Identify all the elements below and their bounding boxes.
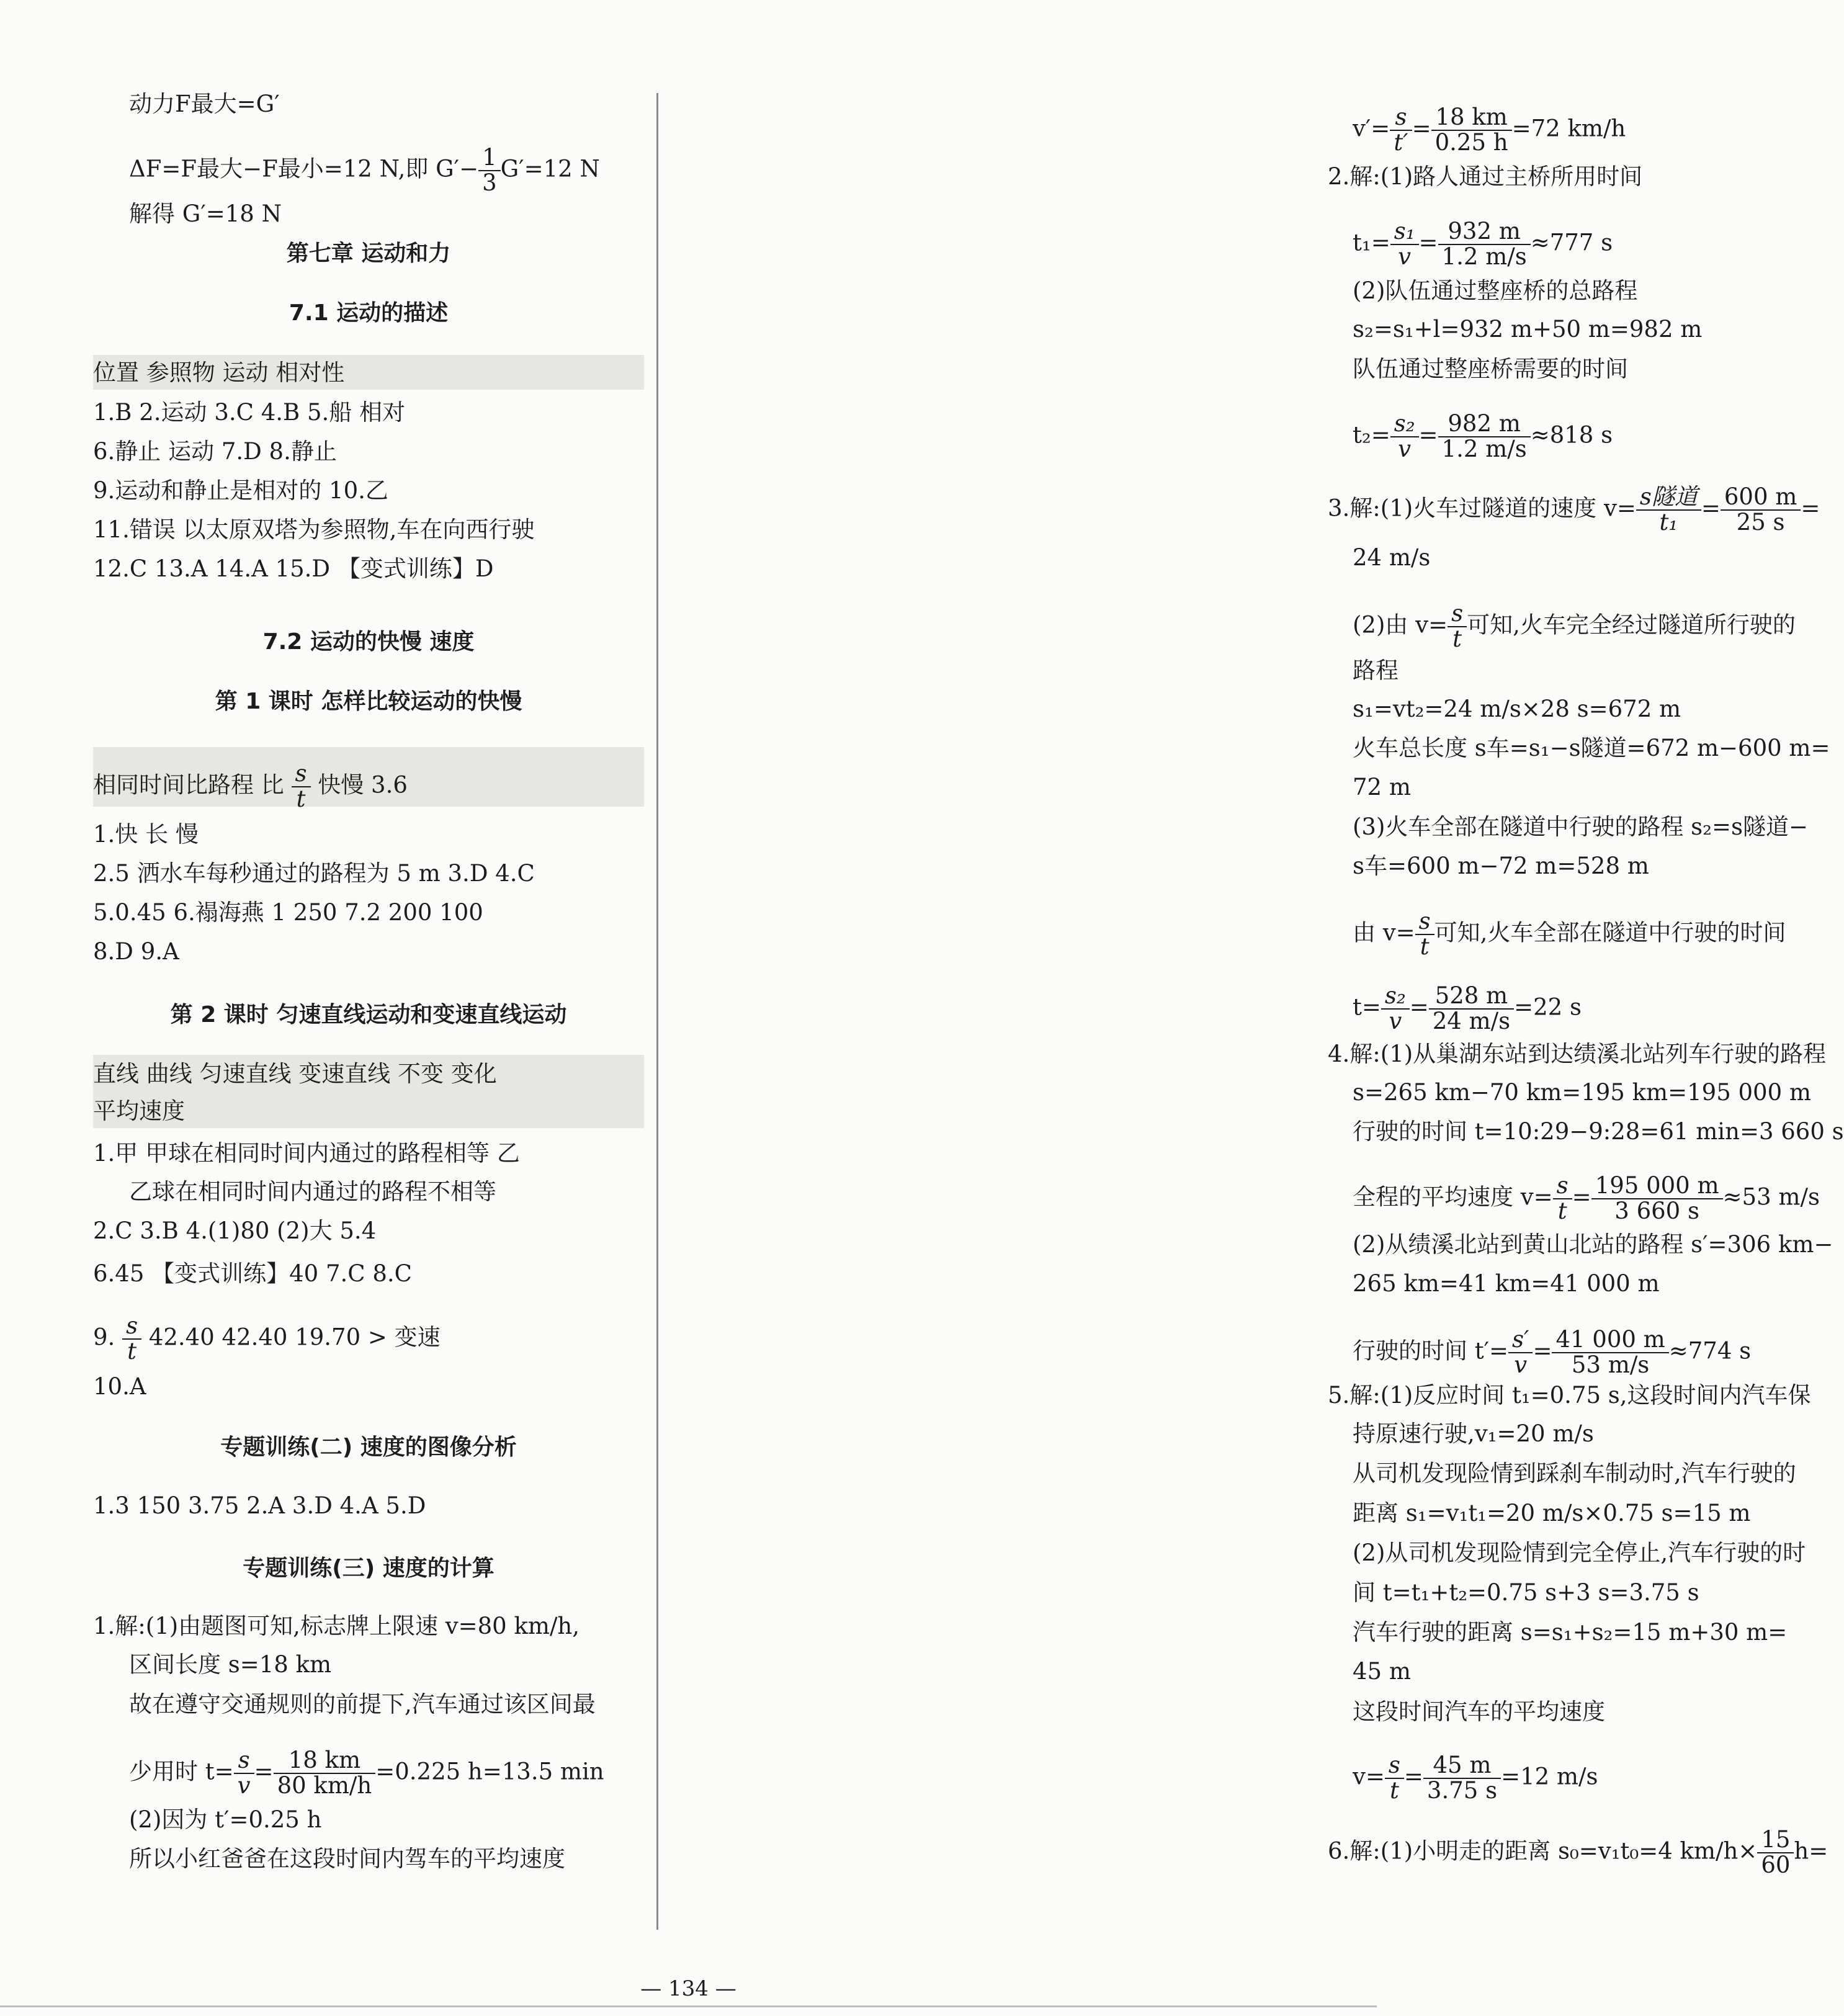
fraction xyxy=(234,1749,254,1798)
formula-line xyxy=(1353,1754,1598,1803)
answer-line: s车=600 m−72 m=528 m xyxy=(1353,853,1649,879)
preview-answers: 位置 参照物 运动 相对性 xyxy=(93,359,345,386)
fraction xyxy=(1438,412,1531,462)
section-title: 7.1 运动的描述 xyxy=(289,300,449,326)
text-line xyxy=(129,146,600,195)
answer-line: 6.静止 运动 7.D 8.静止 xyxy=(93,438,337,465)
answer-line: 乙球在相同时间内通过的路程不相等 xyxy=(129,1178,496,1205)
text-span: ≈777 s xyxy=(1530,229,1613,256)
fraction xyxy=(1553,1174,1572,1224)
fraction xyxy=(1415,910,1434,959)
section-title: 7.2 运动的快慢 速度 xyxy=(262,629,475,655)
fraction xyxy=(1423,1754,1501,1803)
fraction-denominator: 1.2 m/s xyxy=(1441,435,1527,462)
fraction-numerator: 41 000 m xyxy=(1552,1328,1668,1353)
answer-line: 8.D 9.A xyxy=(93,938,179,965)
fraction-denominator: t xyxy=(1420,933,1430,960)
formula-line xyxy=(1353,220,1613,269)
fraction-denominator: 0.25 h xyxy=(1434,128,1508,156)
text-span: = xyxy=(1572,1183,1591,1211)
text-span: 全程的平均速度 v= xyxy=(1353,1183,1553,1211)
answer-line: 72 m xyxy=(1353,774,1411,800)
answer-line: 1.甲 甲球在相同时间内通过的路程相等 乙 xyxy=(93,1140,520,1167)
answer-line xyxy=(93,1314,441,1364)
formula-line xyxy=(1353,984,1582,1034)
answer-line: 距离 s₁=v₁t₁=20 m/s×0.75 s=15 m xyxy=(1353,1500,1751,1526)
text-span: = xyxy=(1701,495,1721,522)
text-span: =22 s xyxy=(1514,993,1582,1021)
answer-line: 故在遵守交通规则的前提下,汽车通过该区间最 xyxy=(129,1691,596,1718)
fraction xyxy=(1390,105,1412,155)
text-span: = xyxy=(1533,1337,1552,1364)
text-span: v′= xyxy=(1353,115,1390,142)
fraction xyxy=(122,1314,141,1364)
fraction-denominator: t xyxy=(127,1337,137,1364)
fraction xyxy=(1381,984,1410,1034)
answer-line: 这段时间汽车的平均速度 xyxy=(1353,1698,1605,1725)
fraction-denominator: v xyxy=(1514,1351,1528,1378)
text-span: =12 m/s xyxy=(1501,1763,1598,1790)
text-span: t= xyxy=(1353,993,1381,1021)
fraction xyxy=(1438,220,1531,269)
fraction-denominator: 60 xyxy=(1761,1851,1791,1878)
text-span: 相同时间比路程 比 xyxy=(93,771,284,799)
answer-line: 间 t=t₁+t₂=0.75 s+3 s=3.75 s xyxy=(1353,1579,1699,1606)
preview-answers: 直线 曲线 匀速直线 变速直线 不变 变化 xyxy=(93,1060,497,1087)
text-span: =0.225 h=13.5 min xyxy=(375,1758,604,1785)
formula-line xyxy=(1353,1328,1751,1378)
answer-line: 所以小红爸爸在这段时间内驾车的平均速度 xyxy=(129,1845,565,1872)
text-span: = xyxy=(1412,115,1431,142)
fraction-denominator: v xyxy=(1398,435,1412,462)
fraction-numerator: 1 xyxy=(478,146,501,171)
text-span: 3.解:(1)火车过隧道的速度 v= xyxy=(1328,495,1636,522)
fraction-numerator: s xyxy=(1385,1754,1404,1779)
answer-line: 2.C 3.B 4.(1)80 (2)大 5.4 xyxy=(93,1217,377,1244)
fraction-denominator: t xyxy=(296,785,306,812)
fraction-denominator: 3 660 s xyxy=(1614,1197,1699,1224)
fraction-numerator: 932 m xyxy=(1438,220,1531,245)
page-bottom-edge xyxy=(0,2005,1377,2007)
formula-line xyxy=(1328,485,1820,535)
fraction-denominator: t xyxy=(1389,1776,1399,1804)
text-span: 可知,火车完全经过隧道所行驶的 xyxy=(1467,611,1796,638)
formula-line xyxy=(1353,910,1786,959)
answer-line xyxy=(129,1749,604,1798)
fraction xyxy=(1390,220,1419,269)
fraction-numerator: s′ xyxy=(1508,1328,1533,1353)
text-span: t₂= xyxy=(1353,421,1390,449)
fraction-numerator: s xyxy=(1390,105,1412,131)
fraction-denominator: 53 m/s xyxy=(1571,1351,1650,1378)
fraction-numerator: s xyxy=(234,1749,254,1774)
text-span: G′=12 N xyxy=(500,155,600,182)
fraction xyxy=(1721,485,1801,535)
answer-line: 队伍通过整座桥需要的时间 xyxy=(1353,356,1628,382)
answer-line: 汽车行驶的距离 s=s₁+s₂=15 m+30 m= xyxy=(1353,1619,1788,1646)
answer-line: 9.运动和静止是相对的 10.乙 xyxy=(93,477,388,504)
answer-line: 5.解:(1)反应时间 t₁=0.75 s,这段时间内汽车保 xyxy=(1328,1382,1811,1409)
fraction-numerator: s隧道 xyxy=(1636,485,1701,511)
formula-line xyxy=(1353,1174,1820,1224)
fraction-numerator: 15 xyxy=(1757,1828,1794,1853)
answer-line: 1.B 2.运动 3.C 4.B 5.船 相对 xyxy=(93,399,406,426)
fraction-denominator: 80 km/h xyxy=(277,1772,372,1799)
fraction-denominator: t₁ xyxy=(1659,508,1678,535)
answer-line: (2)从绩溪北站到黄山北站的路程 s′=306 km− xyxy=(1353,1231,1833,1258)
text-span: 由 v= xyxy=(1353,919,1415,946)
answer-line: 24 m/s xyxy=(1353,544,1431,571)
text-span: 6.解:(1)小明走的距离 s₀=v₁t₀=4 km/h× xyxy=(1328,1837,1758,1865)
fraction xyxy=(1429,984,1514,1034)
answer-line: 区间长度 s=18 km xyxy=(129,1651,332,1678)
text-span: 9. xyxy=(93,1324,115,1351)
fraction-numerator: s xyxy=(1553,1174,1572,1199)
fraction-denominator: 1.2 m/s xyxy=(1441,243,1527,270)
text-span: ≈818 s xyxy=(1530,421,1613,449)
answer-line: 1.解:(1)由题图可知,标志牌上限速 v=80 km/h, xyxy=(93,1613,580,1639)
fraction xyxy=(1552,1328,1668,1378)
answer-line: (2)因为 t′=0.25 h xyxy=(129,1806,322,1833)
preview-answers: 平均速度 xyxy=(93,1098,185,1124)
fraction-denominator: 25 s xyxy=(1736,508,1785,535)
answer-line: 1.快 长 慢 xyxy=(93,821,199,848)
text-line: 动力F最大=G′ xyxy=(129,91,280,117)
fraction-numerator: s xyxy=(1415,910,1434,935)
answer-line: 行驶的时间 t=10:29−9:28=61 min=3 660 s xyxy=(1353,1118,1844,1145)
text-span: = xyxy=(254,1758,274,1785)
fraction-numerator: s₂ xyxy=(1381,984,1410,1010)
text-span: v= xyxy=(1353,1763,1385,1790)
answer-line: 10.A xyxy=(93,1373,146,1400)
right-column xyxy=(656,0,1844,2016)
answer-line: s₁=vt₂=24 m/s×28 s=672 m xyxy=(1353,696,1681,722)
fraction xyxy=(1431,105,1512,155)
answer-line: 从司机发现险情到踩刹车制动时,汽车行驶的 xyxy=(1353,1460,1796,1487)
text-span: = xyxy=(1418,421,1438,449)
text-span: = xyxy=(1418,229,1438,256)
fraction-denominator: 3.75 s xyxy=(1426,1776,1498,1804)
answer-line: 2.5 洒水车每秒通过的路程为 5 m 3.D 4.C xyxy=(93,860,535,887)
fraction-denominator: 24 m/s xyxy=(1432,1007,1511,1034)
fraction-denominator: v xyxy=(237,1772,251,1799)
formula-line xyxy=(1353,602,1796,652)
text-span: h= xyxy=(1794,1837,1828,1865)
text-span: 快慢 3.6 xyxy=(318,771,408,799)
answer-line: (3)火车全部在隧道中行驶的路程 s₂=s隧道− xyxy=(1353,813,1808,840)
topic-title: 专题训练(二) 速度的图像分析 xyxy=(220,1435,517,1460)
fraction-denominator: v xyxy=(1398,243,1412,270)
fraction xyxy=(1390,412,1419,462)
answer-line: (2)队伍通过整座桥的总路程 xyxy=(1353,277,1638,304)
fraction-numerator: s xyxy=(292,762,311,787)
fraction xyxy=(1448,602,1467,652)
text-span: ≈774 s xyxy=(1668,1337,1752,1364)
answer-line: 11.错误 以太原双塔为参照物,车在向西行驶 xyxy=(93,516,535,543)
fraction xyxy=(1636,485,1701,535)
lesson-title: 第 1 课时 怎样比较运动的快慢 xyxy=(215,689,522,714)
answer-line: 持原速行驶,v₁=20 m/s xyxy=(1353,1420,1594,1447)
answer-line: 45 m xyxy=(1353,1658,1411,1685)
text-span: ≈53 m/s xyxy=(1722,1183,1820,1211)
fraction-denominator: v xyxy=(1389,1007,1402,1034)
answer-line: 265 km=41 km=41 000 m xyxy=(1353,1270,1660,1297)
page-number: — 134 — xyxy=(640,1976,736,2001)
fraction xyxy=(1757,1828,1794,1878)
text-span: 行驶的时间 t′= xyxy=(1353,1337,1509,1364)
fraction-denominator: 3 xyxy=(482,169,497,196)
topic-title: 专题训练(三) 速度的计算 xyxy=(243,1556,495,1581)
text-span: 可知,火车全部在隧道中行驶的时间 xyxy=(1434,919,1786,946)
text-line: 解得 G′=18 N xyxy=(129,200,282,227)
fraction xyxy=(478,146,501,195)
text-span: 少用时 t= xyxy=(129,1758,234,1785)
answer-line: 路程 xyxy=(1353,657,1399,684)
fraction-numerator: s xyxy=(1448,602,1467,627)
answer-line: 12.C 13.A 14.A 15.D 【变式训练】D xyxy=(93,555,494,582)
fraction xyxy=(274,1749,376,1798)
formula-line xyxy=(1328,1828,1828,1878)
fraction-numerator: 195 000 m xyxy=(1591,1174,1723,1199)
fraction xyxy=(292,762,311,812)
text-span: = xyxy=(1403,1763,1423,1790)
answer-line: s=265 km−70 km=195 km=195 000 m xyxy=(1353,1079,1811,1106)
answer-line: 1.3 150 3.75 2.A 3.D 4.A 5.D xyxy=(93,1492,426,1519)
text-span: ΔF=F最大−F最小=12 N,即 G′− xyxy=(129,155,479,182)
fraction-numerator: 18 km xyxy=(274,1749,376,1774)
lesson-title: 第 2 课时 匀速直线运动和变速直线运动 xyxy=(170,1002,567,1028)
answer-line: 2.解:(1)路人通过主桥所用时间 xyxy=(1328,163,1643,190)
text-span: = xyxy=(1409,993,1429,1021)
fraction-numerator: s₂ xyxy=(1390,412,1419,437)
preview-answers xyxy=(93,762,408,812)
fraction-denominator: t xyxy=(1452,625,1462,652)
formula-line xyxy=(1353,412,1613,462)
formula-line xyxy=(1353,105,1626,155)
answer-line: 4.解:(1)从巢湖东站到达绩溪北站列车行驶的路程 xyxy=(1328,1041,1827,1067)
chapter-title: 第七章 运动和力 xyxy=(286,241,451,266)
text-span: =72 km/h xyxy=(1511,115,1626,142)
fraction xyxy=(1385,1754,1404,1803)
fraction-numerator: s₁ xyxy=(1390,220,1419,245)
text-span: (2)由 v= xyxy=(1353,611,1448,638)
fraction-numerator: 528 m xyxy=(1429,984,1514,1010)
answer-line: 6.45 【变式训练】40 7.C 8.C xyxy=(93,1260,412,1287)
text-span: t₁= xyxy=(1353,229,1390,256)
fraction-numerator: 600 m xyxy=(1721,485,1801,511)
fraction-numerator: 982 m xyxy=(1438,412,1531,437)
fraction-numerator: 18 km xyxy=(1431,105,1512,131)
answer-line: s₂=s₁+l=932 m+50 m=982 m xyxy=(1353,316,1703,343)
fraction-denominator: t xyxy=(1557,1197,1567,1224)
fraction-numerator: s xyxy=(122,1314,141,1340)
fraction-denominator: t′ xyxy=(1394,128,1408,156)
answer-line: (2)从司机发现险情到完全停止,汽车行驶的时 xyxy=(1353,1539,1806,1566)
fraction-numerator: 45 m xyxy=(1423,1754,1501,1779)
answer-line: 5.0.45 6.褟海燕 1 250 7.2 200 100 xyxy=(93,899,483,926)
fraction xyxy=(1508,1328,1533,1378)
answer-line: 火车总长度 s车=s₁−s隧道=672 m−600 m= xyxy=(1353,735,1830,761)
text-span: 42.40 42.40 19.70 > 变速 xyxy=(148,1324,441,1351)
fraction xyxy=(1591,1174,1723,1224)
text-span: = xyxy=(1801,495,1820,522)
left-column xyxy=(0,0,656,2016)
